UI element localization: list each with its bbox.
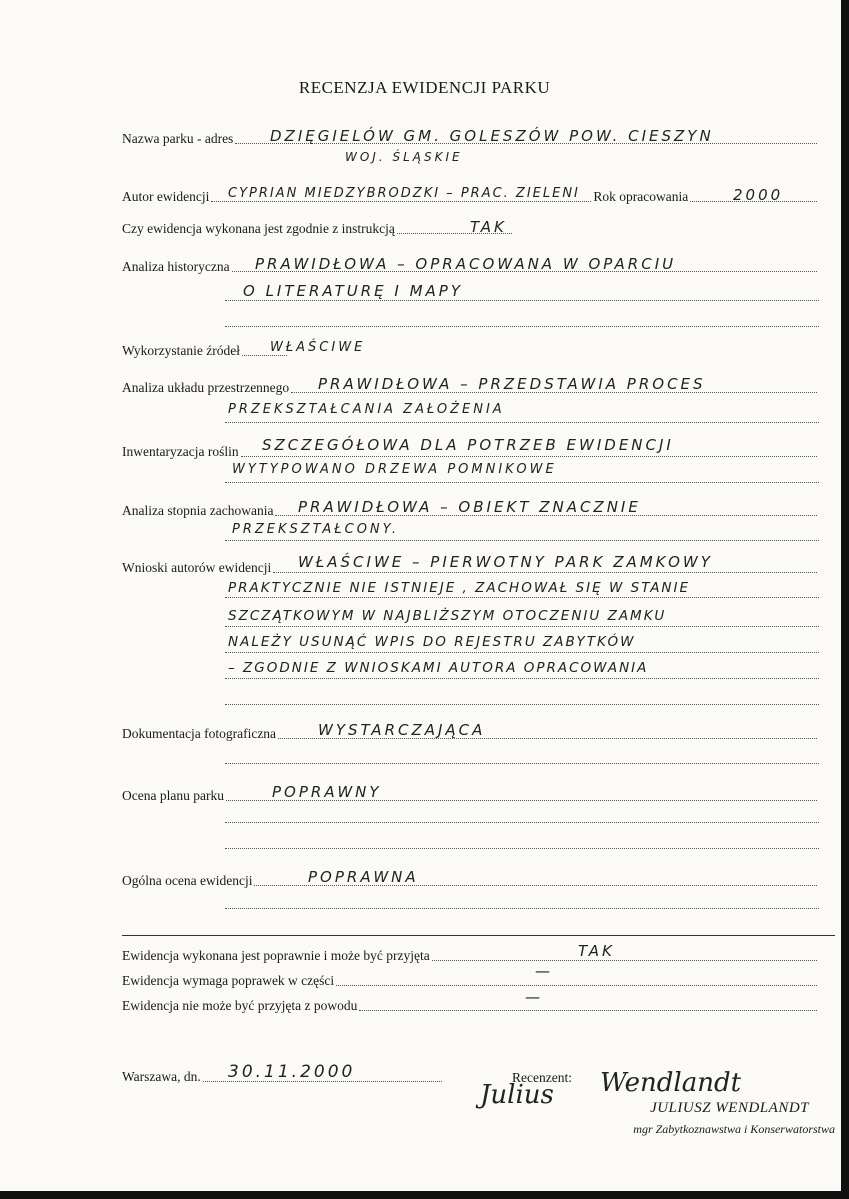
stamp-name: JULIUSZ WENDLANDT [650, 1100, 809, 1116]
field-ogolna-label: Ogólna ocena ewidencji [122, 873, 253, 888]
document-title: RECENZJA EWIDENCJI PARKU [298, 78, 551, 97]
decision-nie-label: Ewidencja nie może być przyjęta z powodu [122, 998, 358, 1013]
field-zgodnie-value: TAK [470, 218, 507, 236]
decision-poprawki-value: — [535, 962, 553, 980]
field-nazwa-value2: WOJ. ŚLĄSKIE [345, 150, 463, 164]
field-rok-value: 2000 [733, 186, 784, 204]
scan-border-bottom [0, 1191, 849, 1199]
field-wnioski-label: Wnioski autorów ewidencji [122, 560, 272, 575]
field-plan-value: POPRAWNY [272, 783, 382, 801]
field-uklad-value2: PRZEKSZTAŁCANIA ZAŁOŻENIA [228, 402, 505, 417]
footer-place-label: Warszawa, dn. [122, 1069, 201, 1084]
footer-date-value: 30.11.2000 [228, 1062, 356, 1082]
field-rosliny-value: SZCZEGÓŁOWA DLA POTRZEB EWIDENCJI [262, 436, 674, 454]
signature-last: Wendlandt [600, 1068, 742, 1098]
field-zachowanie-value: PRAWIDŁOWA – OBIEKT ZNACZNIE [298, 498, 641, 516]
section-divider [122, 935, 835, 936]
field-analiza-hist-value2: O LITERATURĘ I MAPY [243, 282, 464, 300]
decision-nie [122, 995, 819, 1017]
field-foto-label: Dokumentacja fotograficzna [122, 726, 277, 741]
field-zachowanie-value2: PRZEKSZTAŁCONY. [232, 522, 400, 537]
reviewer-label: Recenzent: [512, 1070, 572, 1085]
decision-przyjeta [122, 945, 819, 967]
field-zrodla-label: Wykorzystanie źródeł [122, 343, 241, 358]
field-nazwa-label: Nazwa parku - adres [122, 131, 234, 146]
field-autor-label: Autor ewidencji [122, 189, 210, 204]
field-autor-value: CYPRIAN MIEDZYBRODZKI – PRAC. ZIELENI [228, 186, 580, 201]
decision-przyjeta-label: Ewidencja wykonana jest poprawnie i może być przyjęta [122, 948, 430, 963]
field-zrodla-value: WŁAŚCIWE [270, 340, 366, 355]
field-analiza-hist-value: PRAWIDŁOWA – OPRACOWANA W OPARCIU [255, 255, 677, 273]
decision-przyjeta-value: TAK [578, 942, 615, 960]
decision-poprawki [122, 970, 819, 992]
scan-border-right [841, 0, 849, 1199]
field-uklad-label: Analiza układu przestrzennego [122, 380, 290, 395]
field-nazwa-value: DZIĘGIELÓW GM. GOLESZÓW POW. CIESZYN [270, 127, 714, 145]
decision-poprawki-label: Ewidencja wymaga poprawek w części [122, 973, 335, 988]
field-rok-label: Rok opracowania [593, 189, 689, 204]
field-zachowanie-label: Analiza stopnia zachowania [122, 503, 274, 518]
field-zgodnie-label: Czy ewidencja wykonana jest zgodnie z instrukcją [122, 221, 395, 236]
field-plan-label: Ocena planu parku [122, 788, 224, 803]
signature-first: Julius [480, 1080, 554, 1110]
field-wnioski-line-2: SZCZĄTKOWYM W NAJBLIŻSZYM OTOCZENIU ZAMKU [228, 608, 667, 624]
field-zgodnie [122, 218, 514, 240]
field-analiza-hist-label: Analiza historyczna [122, 259, 230, 274]
field-uklad-value: PRAWIDŁOWA – PRZEDSTAWIA PROCES [318, 375, 706, 393]
field-zrodla [122, 340, 289, 362]
field-rosliny-label: Inwentaryzacja roślin [122, 444, 239, 459]
field-foto-value: WYSTARCZAJĄCA [318, 721, 486, 739]
field-plan [122, 785, 819, 807]
decision-nie-value: — [525, 988, 543, 1006]
field-ogolna-value: POPRAWNA [308, 868, 419, 886]
field-wnioski-value: WŁAŚCIWE – PIERWOTNY PARK ZAMKOWY [298, 553, 713, 571]
field-ogolna [122, 870, 819, 892]
field-wnioski-line-3: NALEŻY USUNĄĆ WPIS DO REJESTRU ZABYTKÓW [228, 634, 636, 650]
field-rosliny-value2: WYTYPOWANO DRZEWA POMNIKOWE [232, 462, 557, 477]
field-wnioski-line-1: PRAKTYCZNIE NIE ISTNIEJE , ZACHOWAŁ SIĘ W STANIE [228, 580, 691, 596]
field-wnioski-line-4: – ZGODNIE Z WNIOSKAMI AUTORA OPRACOWANIA [228, 660, 649, 676]
stamp-title: mgr Zabytkoznawstwa i Konserwatorstwa [633, 1122, 835, 1136]
